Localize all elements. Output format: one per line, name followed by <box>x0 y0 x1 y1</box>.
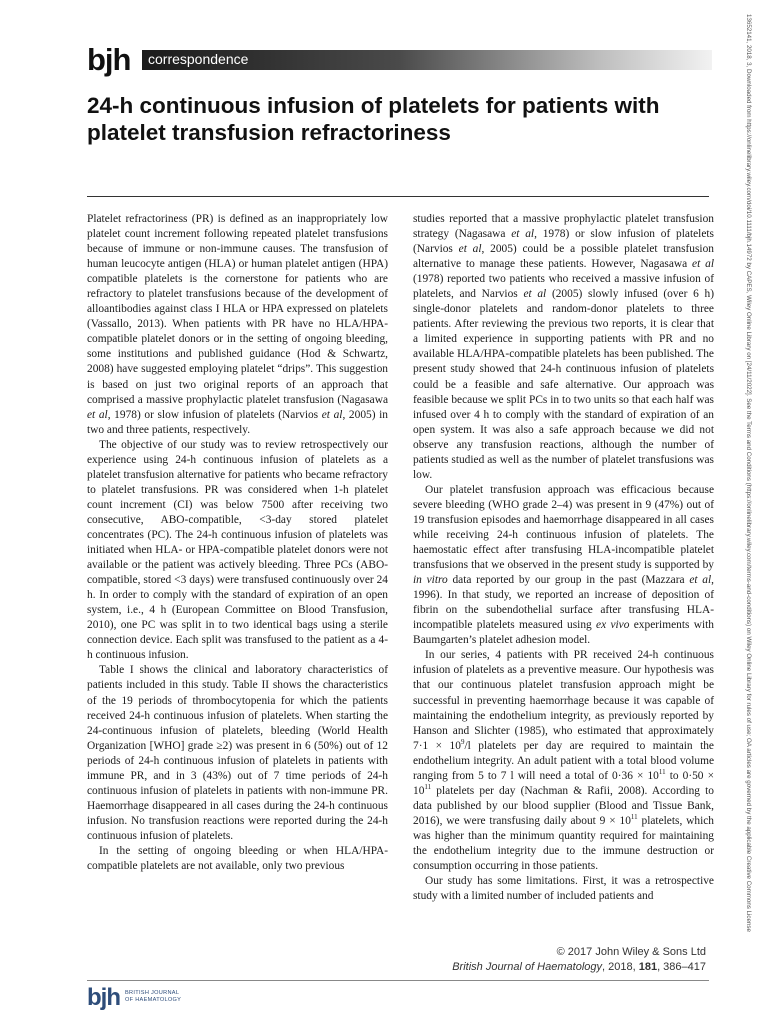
journal-line-2: OF HAEMATOLOGY <box>125 997 182 1003</box>
paragraph: Our study has some limitations. First, it was a retrospective study with a limited number of included patients and <box>413 875 714 903</box>
section-band <box>142 50 712 70</box>
paragraph: Platelet refractoriness (PR) is defined as an inappropriately low platelet count increment following repeated platelet transfusions because of immune or non-immune causes. The transfusion of human leucocyte antigen (HLA) or human platelet antigen (HPA) compatible platelets is the cornerstone for patients who are refractory to platelet transfusions because of the development of alloantibodies against class I HLA or HPA expressed on platelets (Vassallo, 2013). When patients with PR have no HLA/HPA-compatible platelet donors or in the setting of ongoing bleeding, some institutions and published guidance (Hod & Schwartz, 2008) have suggested employing platelet “drips”. This suggestion is based on just two original reports of an approach that comprised a massive prophylactic platelet transfusion (Nagasawa et al, 1978) or slow infusion of platelets (Narvios et al, 2005) in two and three patients, respectively. <box>87 213 388 436</box>
journal-line-1: BRITISH JOURNAL <box>125 990 180 996</box>
copyright: © 2017 John Wiley & Sons Ltd <box>556 946 706 958</box>
footer-divider <box>87 980 709 981</box>
footer-journal-name <box>125 990 185 1004</box>
citation-pages: , 386–417 <box>657 961 706 973</box>
paragraph: In the setting of ongoing bleeding or when HLA/HPA-compatible platelets are not available, only two previous <box>87 844 388 873</box>
download-notice: 13652141, 2018, 3, Downloaded from https://onlinelibrary.wiley.com/doi/10.1111/bjh.14972 by CAPES, Wiley Online Library on [24/11/2022]. See the Terms and Conditions (https://onlinelibrary.wiley.com/terms-and-conditions) on Wiley Online Library for rules of use; OA articles are governed by the applicable Creative Commons License <box>745 14 752 932</box>
body-column-right <box>413 212 714 904</box>
citation-line <box>452 960 706 975</box>
article-title: 24-h continuous infusion of platelets for patients with platelet transfusion refractoriness <box>87 93 660 145</box>
citation-volume: 181 <box>638 961 658 973</box>
paragraph: Table I shows the clinical and laboratory characteristics of patients included in this study. Table II shows the characteristics of the 19 periods of thrombocytopenia for which the patients received 24-h continuous infusion of platelets. When starting the 24-continuous infusion of platelets, bleeding (World Health Organization [WHO] grade ≥2) was present in 6 (50%) out of 12 periods of 24-h continuous infusion of platelets in patients with immune PR, and in 3 (43%) out of 7 time periods of 24-h continuous infusion of platelets in patients with non-immune PR. Haemorrhage disappeared in all cases during the 24-h continuous infusion. No transfusion reactions were reported during the 24-h continuous infusion of platelets. <box>87 664 388 842</box>
paragraph: studies reported that a massive prophylactic platelet transfusion strategy (Nagasawa et al, 1978) or slow infusion of platelets (Narvios et al, 2005) could be a possible platelet transfusion alternative to manage these patients. However, Nagasawa et al (1978) reported two patients who received a massive infusion of platelets, and Narvios et al (2005) slowly infused (over 6 h) single-donor platelets and random-donor platelets to three patients. After reviewing the previous two reports, it is clear that a limited experience in supporting patients with PR and no available HLA/HPA-compatible platelets has been published. The present study showed that 24-h continuous infusion of platelets could be a feasible and safe alternative. Our approach was feasible because we split PCs in to two units so that each half was infused over 4 h to comply with the standard of expiration of an open system. It was also a safe approach because we did not observe any transfusion reactions, although the number of patients studied as well as the number of platelet transfusions was low. <box>413 213 714 481</box>
citation-year: , 2018, <box>602 961 639 973</box>
title-divider <box>87 196 709 197</box>
footer-logo-mark: bjh <box>87 984 120 1011</box>
journal-name: British Journal of Haematology <box>452 961 602 973</box>
journal-header <box>87 44 707 76</box>
body-column-left <box>87 212 388 874</box>
paragraph: Our platelet transfusion approach was efficacious because severe bleeding (WHO grade 2–4) was present in 9 (47%) out of 19 transfusion episodes and haemorrhage disappeared in all cases while receiving 24-h continuous infusion of platelets. The haemostatic effect after transfusing HLA-incompatible platelet transfusions that we observed in the present study is supported by in vitro data reported by our group in the past (Mazzara et al, 1996). In that study, we reported an increase of deposition of fibrin on the subendothelial surface after transfusing HLA-incompatible platelets measured using ex vivo experiments with Baumgarten’s platelet adhesion model. <box>413 483 714 647</box>
paragraph: The objective of our study was to review retrospectively our experience using 24-h continuous infusion of platelets as a platelet transfusion alternative for patients who became refractory to platelet transfusions. PR was considered when 1-h platelet count increment (CI) was below 7500 after receiving two consecutive, ABO-compatible, <3-day stored platelet concentrates (PC). The 24-h continuous infusion of platelets was initiated when HLA- or HPA-compatible platelet donors were not available or the patient was actively bleeding. Three PCs (ABO-compatible, stored <3 days) were transfused continuously over 24 h. In order to comply with the standard of expiration of an open system, i.e., 4 h (European Committee on Blood Transfusion, 2010), one PC was split in to two identical bags using a sterile connection device. Each split was transfused to the patient as a 4-h continuous infusion. <box>87 438 388 662</box>
paragraph: In our series, 4 patients with PR received 24-h continuous infusion of platelets as a preventive measure. Our hypothesis was that our continuous platelet transfusion approach might be successful in preventing haemorrhage because it was capable of maintaining the endothelium integrity, as previously reported by Hanson and Slichter (1985), who estimated that approximately $7\cdot 1 \times 10^9/l$ platelets per day are required to maintain the endothelium integrity. An adult patient with a total blood volume ranging from 5 to 7 l will need a total of $0\cdot 36 \times 10^{11}$ to $0\cdot 50 \times 10^{11}$ platelets per day (Nachman & Rafii, 2008). According to data published by our blood supplier (Blood and Tissue Bank, 2016), we were transfusing daily about $9 \times 10^{11}$ platelets, which was higher than the minimum quantity required for maintaining the endothelium integrity due to the immune destruction or consumption occurring in those patients. <box>413 649 714 873</box>
section-label: correspondence <box>148 51 249 67</box>
journal-logo: bjh <box>87 42 131 77</box>
footer-citation <box>452 945 706 975</box>
